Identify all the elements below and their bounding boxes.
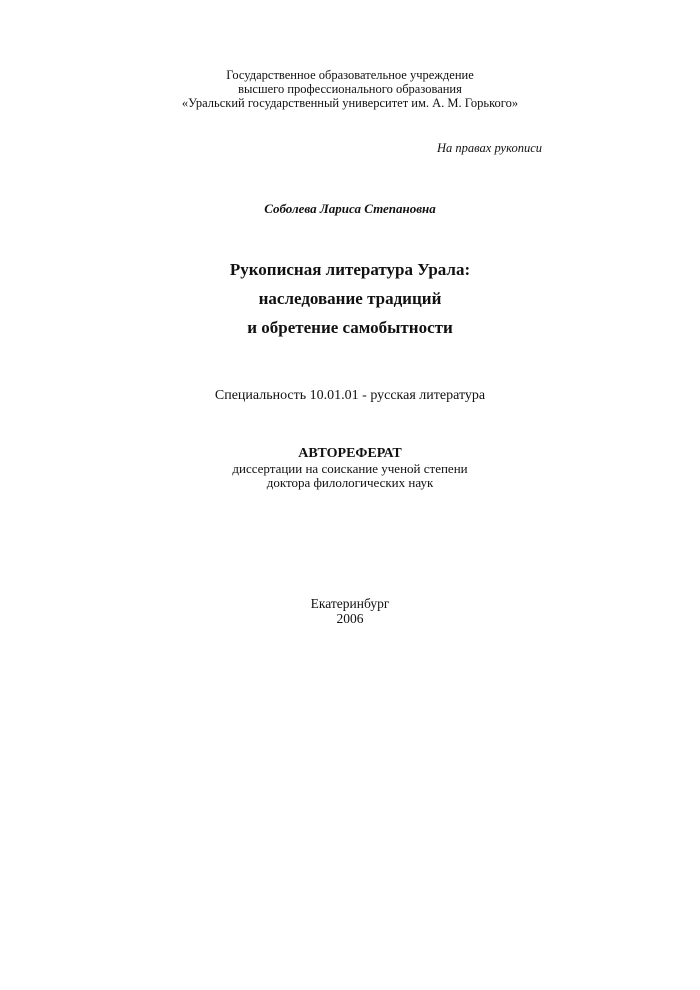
title-line-3: и обретение самобытности <box>247 318 453 337</box>
abstract-heading: АВТОРЕФЕРАТ <box>298 446 402 461</box>
institution-line-3: «Уральский государственный университет им. А. М. Горького» <box>181 96 519 110</box>
dissertation-title <box>0 255 700 342</box>
abstract-line-1: диссертации на соискание ученой степени <box>232 461 468 476</box>
specialty-line: Специальность 10.01.01 - русская литература <box>214 388 486 403</box>
place-and-year <box>0 596 700 626</box>
year: 2006 <box>336 611 364 626</box>
city: Екатеринбург <box>310 596 390 611</box>
abstract-line-2: доктора филологических наук <box>266 475 434 490</box>
title-line-2: наследование традиций <box>258 289 442 308</box>
rights-note: На правах рукописи <box>437 141 542 155</box>
institution-line-2: высшего профессионального образования <box>238 82 462 96</box>
institution-line-1: Государственное образовательное учреждение <box>226 68 474 82</box>
author-name: Соболева Лариса Степановна <box>264 201 436 216</box>
title-line-1: Рукописная литература Урала: <box>229 260 471 279</box>
institution-header <box>0 68 700 110</box>
abstract-block <box>0 445 700 490</box>
